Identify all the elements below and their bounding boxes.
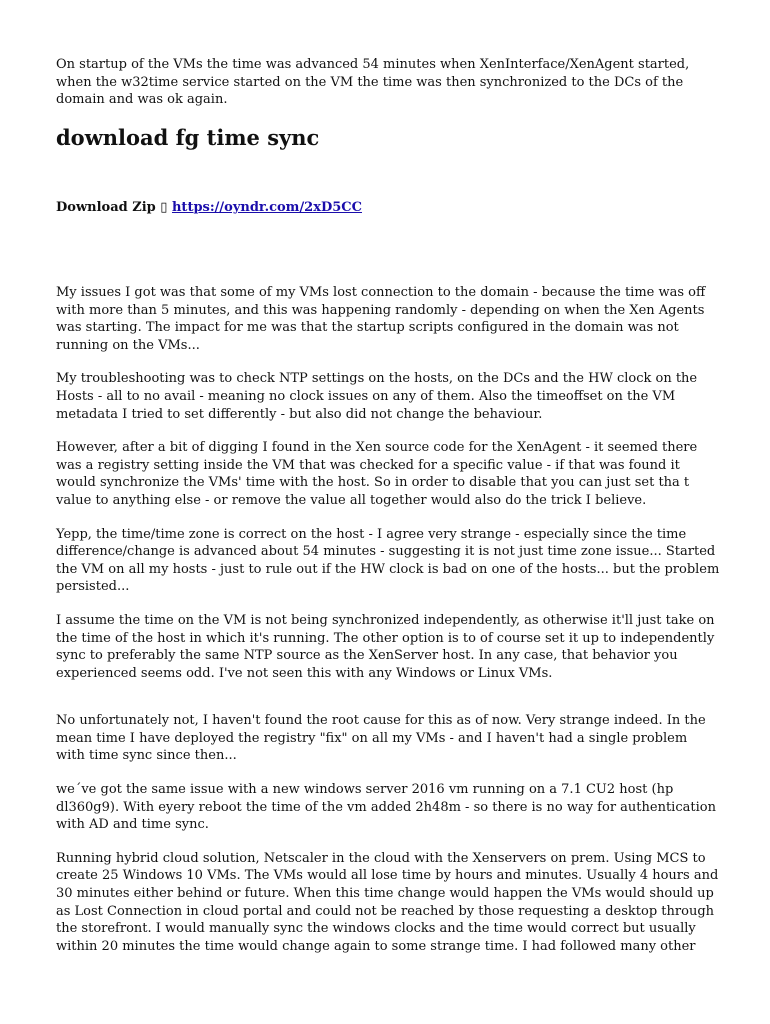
body-paragraph: we´ve got the same issue with a new windows server 2016 vm running on a 7.1 CU2 host (hp dl360g9). With eyery reboot the time of the vm added 2h48m - so there is no way for authentication with AD and time sync.: [56, 782, 716, 833]
download-label: Download Zip: [56, 200, 156, 215]
download-box-icon: ▯: [160, 200, 168, 215]
document-page: [56, 56, 720, 954]
body-paragraph: No unfortunately not, I haven't found the root cause for this as of now. Very strange indeed. In the mean time I have deployed the registry "fix" on all my VMs - and I haven't had a single problem with time sync since then...: [56, 713, 706, 764]
download-line: [56, 200, 362, 215]
page-title: download fg time sync: [56, 124, 320, 150]
body-paragraph: Yepp, the time/time zone is correct on the host - I agree very strange - especially since the time difference/change is advanced about 54 minutes - suggesting it is not just time zone issue... Started the VM on all my hosts - just to rule out if the HW clock is bad on one of the hosts... but the problem persisted...: [56, 526, 720, 595]
body-paragraph: My issues I got was that some of my VMs lost connection to the domain - because the time was off with more than 5 minutes, and this was happening randomly - depending on when the Xen Agents was starting. The impact for me was that the startup scripts configured in the domain was not running on the VMs...: [56, 285, 706, 353]
body-paragraph: Running hybrid cloud solution, Netscaler in the cloud with the Xenservers on prem. Using MCS to create 25 Windows 10 VMs. The VMs would all lose time by hours and minutes. Usually 4 hours and 30 minutes either behind or future. When this time change would happen the VMs would should up as Lost Connection in cloud portal and could not be reached by those requesting a desktop through the storefront. I would manually sync the windows clocks and the time would correct but usually within 20 minutes the time would change again to some strange time. I had followed many other: [56, 850, 719, 954]
download-link[interactable]: https://oyndr.com/2xD5CC: [171, 200, 362, 215]
body-paragraph: My troubleshooting was to check NTP settings on the hosts, on the DCs and the HW clock on the Hosts - all to no avail - meaning no clock issues on any of them. Also the timeoffset on the VM metadata I tried to set differently - but also did not change the behaviour.: [56, 371, 698, 422]
intro-paragraph: On startup of the VMs the time was advanced 54 minutes when XenInterface/XenAgent started, when the w32time service started on the VM the time was then synchronized to the DCs of the domain and was ok again.: [56, 57, 690, 108]
article-body: [56, 284, 720, 971]
body-paragraph: I assume the time on the VM is not being synchronized independently, as otherwise it'll just take on the time of the host in which it's running. The other option is to of course set it up to independently sync to preferably the same NTP source as the XenServer host. In any case, that behavior you experienced seems odd. I've not seen this with any Windows or Linux VMs.: [56, 612, 715, 681]
body-paragraph: However, after a bit of digging I found in the Xen source code for the XenAgent - it seemed there was a registry setting inside the VM that was checked for a specific value - if that was found it would synchronize the VMs' time with the host. So in order to disable that you can just set tha t value to anything else - or remove the value all together would also do the trick I believe.: [56, 440, 698, 508]
